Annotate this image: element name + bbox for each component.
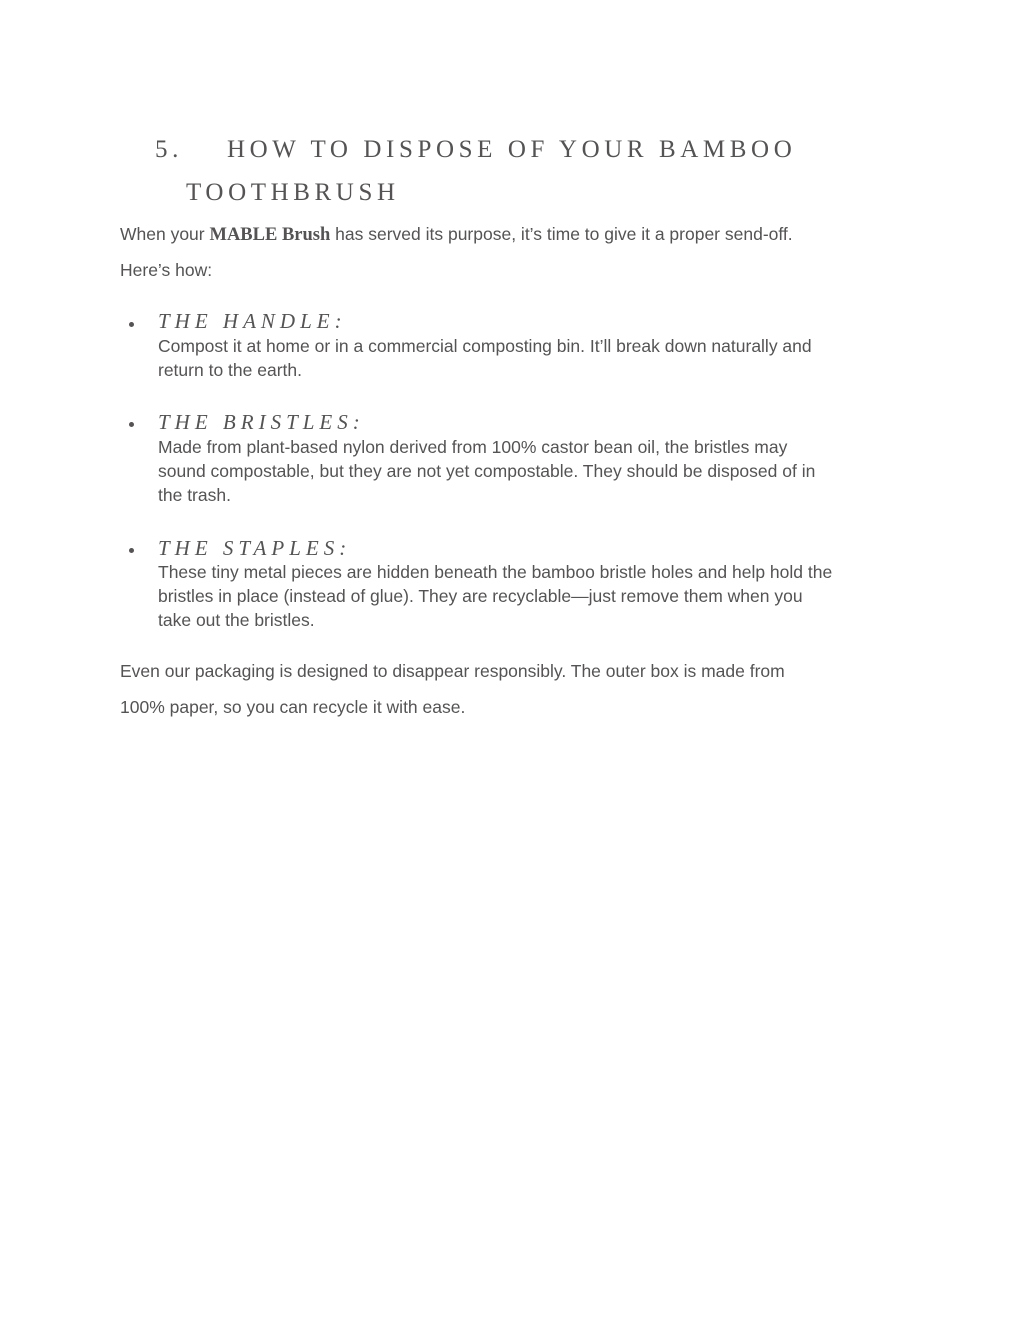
section-number: 5. [155, 136, 183, 163]
description-line: take out the bristles. [158, 610, 315, 630]
description-line: Made from plant-based nylon derived from 100% castor bean oil, the bristles may [158, 437, 788, 457]
list-item-title-staples: THE STAPLES: [158, 536, 352, 560]
closing-paragraph-line-2: 100% paper, so you can recycle it with ease. [120, 697, 466, 717]
description-line: These tiny metal pieces are hidden beneath the bamboo bristle holes and help hold the [158, 562, 833, 582]
intro-text-end: has served its purpose, it’s time to give it a proper send-off. [330, 224, 793, 244]
list-item-description-staples [158, 560, 918, 632]
list-item-description-bristles [158, 435, 918, 507]
description-line: bristles in place (instead of glue). They are recyclable—just remove them when you [158, 586, 803, 606]
bullet-icon [128, 321, 136, 329]
intro-text-start: When your [120, 224, 210, 244]
description-line: return to the earth. [158, 360, 302, 380]
list-item-title-bristles: THE BRISTLES: [158, 410, 365, 434]
intro-paragraph-line-2: Here’s how: [120, 260, 213, 280]
section-heading-line-1: HOW TO DISPOSE OF YOUR BAMBOO [227, 136, 797, 163]
bullet-icon [128, 421, 136, 429]
brand-name: MABLE Brush [209, 225, 331, 245]
description-line: sound compostable, but they are not yet compostable. They should be disposed of in [158, 461, 816, 481]
list-item-description-handle [158, 334, 918, 382]
bullet-icon [128, 547, 136, 555]
closing-paragraph-line-1: Even our packaging is designed to disappear responsibly. The outer box is made from [120, 661, 785, 681]
description-line: the trash. [158, 485, 231, 505]
section-heading-line-2: TOOTHBRUSH [186, 179, 400, 206]
description-line: Compost it at home or in a commercial composting bin. It’ll break down naturally and [158, 336, 812, 356]
list-item-title-handle: THE HANDLE: [158, 309, 347, 333]
intro-paragraph-line-1 [120, 223, 793, 246]
